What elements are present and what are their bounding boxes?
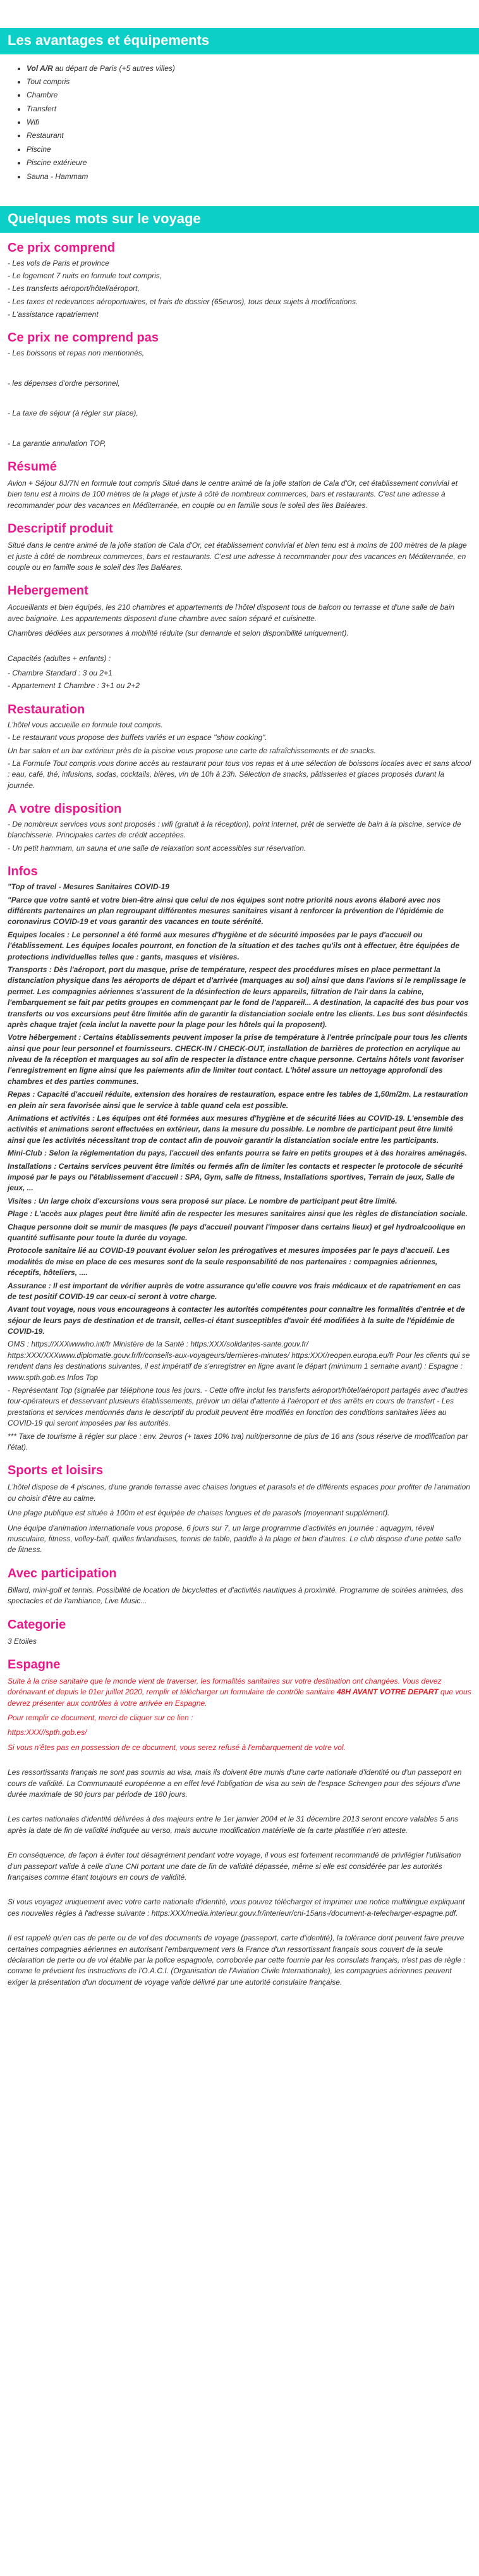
info-item: Visites : Un large choix d'excursions vous sera proposé sur place. Le nombre de participant peut être limité.	[8, 1196, 397, 1205]
info-item: Avant tout voyage, nous vous encourageons à contacter les autorités compétentes pour connaître les formalités d'entrée et de séjour de leurs pays de destination et de transit, celles-ci étant susceptibles d'avoir été modifiées à la suite de l'épidémie de COVID-19.	[8, 1305, 465, 1336]
prix-non-line: - La taxe de séjour (à régler sur place),	[8, 409, 138, 418]
capacity-line: - Chambre Standard : 3 ou 2+1	[8, 668, 112, 677]
hebergement-text: Accueillants et bien équipés, les 210 chambres et appartements de l'hôtel disposent tous de balcon ou terrasse et d'une salle de bain avec baignoire. Les appartements disposent d'une chambre avec salon séparé et cuisinette.	[8, 603, 455, 623]
espagne-link-intro: Pour remplir ce document, merci de cliquer sur ce lien :	[8, 1713, 193, 1723]
prix-non-comprend-title: Ce prix ne comprend pas	[8, 331, 159, 345]
amenity-item: • Transfert	[27, 104, 471, 114]
info-item: Protocole sanitaire lié au COVID-19 pouvant évoluer selon les prérogatives et mesures imposées par le pays d'accueil. Les modalités de mise en place de ces mesures sont de la seule responsabilité de nos partenaires : compagnies aériennes, réceptifs, hôteliers, ....	[8, 1246, 450, 1278]
spacer	[0, 191, 479, 206]
amenity-item: • Chambre	[27, 90, 471, 101]
infos-block	[8, 882, 471, 1453]
amenity-item: • Tout compris	[27, 77, 471, 87]
spacer	[8, 1757, 471, 1763]
prix-comprend-line: - Les transferts aéroport/hôtel/aéroport,	[8, 284, 140, 293]
info-item: Animations et activités : Les équipes ont été formées aux mesures d'hygiène et de sécurité liées au COVID-19. L'ensemble des activités et animations seront effectuées en extérieur, dans la mesure du possible. Le nombre de participant peut être limité ainsi que les activités nécessitant trop de contact afin de pouvoir garantir la distanciation sociale entre les participants.	[8, 1114, 464, 1145]
info-item: Votre hébergement : Certains établissements peuvent imposer la prise de température à l'entrée principale pour tous les clients ainsi que pour leur personnel et fournisseurs. CHECK-IN / CHECK-OUT, installation de barrières de protection en acrylique au niveau de la réception et marquages au sol afin de respecter la distance entre chaque personne. Certains hôtels vont favoriser l'enregistrement en ligne ainsi que les paiements afin de limiter tout contact. L'hôtel assure un nettoyage approfondi des chambres et des parties communes.	[8, 1033, 468, 1086]
capacity-title: Capacités (adultes + enfants) :	[8, 653, 111, 663]
participation-title: Avec participation	[8, 1566, 117, 1581]
hebergement-title: Hebergement	[8, 584, 88, 598]
disposition-title: A votre disposition	[8, 802, 122, 817]
info-item: "Parce que votre santé et votre bien-être ainsi que celui de nos équipes sont notre priorité nous avons élaboré avec nos différents partenaires un plan regroupant différentes mesures sanitaires visant à renforcer la prévention de l'épidémie de coronavirus COVID-19 et vous garantir des vacances en toute sérénité.	[8, 895, 444, 927]
info-item: Plage : L'accès aux plages peut être limité afin de respecter les mesures sanitaires ainsi que les règles de distanciation sociale.	[8, 1209, 468, 1219]
spacer	[8, 421, 471, 436]
espagne-warning-bold: 48H AVANT VOTRE DEPART	[336, 1687, 439, 1697]
advantages-banner: Les avantages et équipements	[0, 28, 479, 54]
resume-text: Avion + Séjour 8J/7N en formule tout compris Situé dans le centre animé de la jolie station de Cala d'Or, cet établissement convivial et bien tenu est à moins de 100 mètres de la plage et juste à côté de nombreux commerces, bars et restaurants. C'est une adresse à recommander pour des vacances en Méditerranée, en couple ou en famille sous le soleil des îles Baléares.	[8, 479, 458, 510]
sports-text-3: Une équipe d'animation internationale vous propose, 6 jours sur 7, un large programme d'activités en journée : aquagym, réveil musculaire, fitness, volley-ball, quilles finlandaises, tennis de table, paddle à la plage et bien d'autres. Le club dispose d'une petite salle de fitness.	[8, 1523, 461, 1555]
spacer	[8, 1887, 471, 1893]
resume-title: Résumé	[8, 460, 57, 474]
descriptif-text: Situé dans le centre animé de la jolie station de Cala d'Or, cet établissement convivial et bien tenu est à moins de 100 mètres de la plage et juste à côté de nombreux commerces, bars et restaurants. C'est une adresse à recommander pour des vacances en Méditerranée, en couple ou en famille sous le soleil des îles Baléares.	[8, 541, 467, 572]
info-item: Chaque personne doit se munir de masques (le pays d'accueil pouvant l'imposer dans certains lieux) et gel hydroalcoolique en quantité suffisante pour toute la durée du voyage.	[8, 1222, 466, 1242]
participation-text: Billard, mini-golf et tennis. Possibilité de location de bicyclettes et d'activités nautiques à proximité. Programme de soirées animées, des spectacles et de l'ambiance, Live Music...	[8, 1585, 464, 1606]
disposition-line: - Un petit hammam, un sauna et une salle de relaxation sont accessibles sur réservation.	[8, 843, 306, 853]
espagne-refusal: Si vous n'êtes pas en possession de ce document, vous serez refusé à l'embarquement de votre vol.	[8, 1742, 346, 1752]
words-banner: Quelques mots sur le voyage	[0, 206, 479, 233]
prix-non-line: - Les boissons et repas non mentionnés,	[8, 348, 145, 358]
spacer	[8, 361, 471, 376]
sports-text: L'hôtel dispose de 4 piscines, d'une grande terrasse avec chaises longues et parasols et de différents espaces pour profiter de l'animation ou choisir d'être au calme.	[8, 1482, 470, 1503]
prix-comprend-line: - L'assistance rapatriement	[8, 310, 99, 319]
spacer	[8, 391, 471, 406]
details-section	[0, 240, 479, 1988]
info-item: Repas : Capacité d'accueil réduite, extension des horaires de restauration, espace entre les tables de 1,50m/2m. La restauration en plein air sera favorisée ainsi que le service à table quand cela est possible.	[8, 1090, 468, 1110]
espagne-title: Espagne	[8, 1657, 61, 1672]
restauration-line: Un bar salon et un bar extérieur près de la piscine vous propose une carte de rafraîchissements et de snacks.	[8, 746, 376, 755]
restauration-line: - La Formule Tout compris vous donne accès au restaurant pour tous vos repas et à une sélection de boissons locales avec et sans alcool : eau, café, thé, infusions, sodas, cocktails, bières, vin de 10h à 23h. Sélection de snacks, pâtisseries et glaces proposés durant la journée.	[8, 758, 471, 790]
hebergement-text-2: Chambres dédiées aux personnes à mobilité réduite (sur demande et selon disponibilité uniquement).	[8, 629, 349, 638]
prix-non-line: - La garantie annulation TOP,	[8, 438, 106, 448]
info-item-tax: *** Taxe de tourisme à régler sur place : env. 2euros (+ taxes 10% tva) nuit/personne de plus de 16 ans (sous réserve de modification par l'état).	[8, 1431, 468, 1451]
spacer	[8, 643, 471, 650]
infos-title: Infos	[8, 865, 38, 879]
amenity-item: • Piscine extérieure	[27, 157, 471, 168]
prix-comprend-line: - Les vols de Paris et province	[8, 258, 109, 268]
disposition-line: - De nombreux services vous sont proposés : wifi (gratuit à la réception), point internet, prêt de serviette de bain à la piscine, service de blanchisserie. Principales cartes de crédit acceptées.	[8, 820, 461, 840]
categorie-text: 3 Etoiles	[8, 1636, 37, 1646]
info-item: "Top of travel - Mesures Sanitaires COVID-19	[8, 882, 169, 892]
sports-text-2: Une plage publique est située à 100m et est équipée de chaises longues et de parasols (moyennant supplément).	[8, 1508, 390, 1518]
restauration-line: - Le restaurant vous propose des buffets variés et un espace "show cooking".	[8, 733, 267, 743]
espagne-paragraph: Si vous voyagez uniquement avec votre carte nationale d'identité, vous pouvez télécharger et imprimer une notice multilingue expliquant ces nouvelles règles à l'adresse suivante : https:XXX/media.interieur.gouv.fr/interieur/cni-15ans-/document-a-telecharger-espagne.pdf.	[8, 1897, 465, 1918]
prix-comprend-title: Ce prix comprend	[8, 240, 116, 255]
page	[0, 28, 479, 1988]
amenity-flight-bold: Vol A/R	[27, 63, 53, 73]
espagne-form-link[interactable]: https:XXX//spth.gob.es/	[8, 1728, 87, 1737]
amenity-item: • Piscine	[27, 144, 471, 155]
spacer	[8, 1840, 471, 1846]
spacer	[8, 1804, 471, 1810]
sports-title: Sports et loisirs	[8, 1464, 104, 1478]
espagne-warning-outro: que vous devrez présenter aux contrôles à votre arrivée en Espagne.	[8, 1687, 471, 1708]
spacer	[8, 1923, 471, 1929]
amenities-section	[0, 63, 479, 183]
prix-comprend-line: - Les taxes et redevances aéroportuaires, et frais de dossier (65euros), tous deux sujets à modifications.	[8, 297, 358, 306]
amenity-flight-rest: au départ de Paris (+5 autres villes)	[52, 63, 175, 73]
prix-non-line: - les dépenses d'ordre personnel,	[8, 378, 120, 388]
info-item: Equipes locales : Le personnel a été formé aux mesures d'hygiène et de sécurité imposées par le pays d'accueil ou l'établissement. Les équipes locales pourront, en fonction de la situation et des taches qu'ils ont à effectuer, être équipées de protections individuelles telles que : gants, masques et visières.	[8, 930, 460, 961]
info-item: Mini-Club : Selon la réglementation du pays, l'accueil des enfants pourra se faire en petits groupes et à des horaires aménagés.	[8, 1149, 468, 1158]
amenity-item: • Wifi	[27, 117, 471, 128]
info-item: Installations : Certains services peuvent être limités ou fermés afin de limiter les contacts et respecter le protocole de sécurité imposé par le pays ou l'établissement d'accueil : SPA, Gym, salle de fitness, Installations sportives, Terrain de jeux, Salle de jeux, ...	[8, 1161, 463, 1193]
prix-comprend-line: - Le logement 7 nuits en formule tout compris,	[8, 271, 162, 280]
amenities-list	[8, 63, 471, 183]
descriptif-title: Descriptif produit	[8, 522, 113, 536]
espagne-paragraph: En conséquence, de façon à éviter tout désagrément pendant votre voyage, il vous est fortement recommandé de privilégier l'utilisation d'un passeport valide à celle d'une CNI portant une date de fin de validité dépassée, même si elle est considérée par les autorités françaises comme étant toujours en cours de validité.	[8, 1851, 461, 1882]
capacity-line: - Appartement 1 Chambre : 3+1 ou 2+2	[8, 681, 140, 691]
espagne-paragraph: Les ressortissants français ne sont pas soumis au visa, mais ils doivent être munis d'une carte nationale d'identité ou d'un passeport en cours de validité. La Communauté européenne a en effet levé l'obligation de visa au sein de l'espace Schengen pour des séjours d'une durée maximale de 90 jours par période de 180 jours.	[8, 1768, 462, 1799]
categorie-title: Categorie	[8, 1617, 66, 1632]
amenity-item: • Restaurant	[27, 130, 471, 141]
info-item-representative: - Représentant Top (signalée par téléphone tous les jours. - Cette offre inclut les transferts aéroport/hôtel/aéroport partagés avec d'autres tour-opérateurs et desservant plusieurs établissements, prévoir un délai d'attente à l'aéroport et des arrêts en cours de transfert - Les prestations et services mentionnés dans le descriptif du produit peuvent être modifiés en fonction des conditions sanitaires liées au COVID-19 qui seront imposées par les autorités.	[8, 1386, 468, 1428]
espagne-warning-intro: Suite à la crise sanitaire que le monde vient de traverser, les formalités sanitaires sur votre destination ont changées. Vous devez dorénavant et depuis le 01er juillet 2020, remplir et télécharger un formulaire de contrôle sanitaire	[8, 1676, 442, 1697]
info-item: Transports : Dès l'aéroport, port du masque, prise de température, respect des procédures mises en place permettant la distanciation physique dans les aéroports de départ et d'arrivée (marquages au sol) ainsi que dans l'avions si le remplissage le permet. Les compagnies aériennes s'assurent de la désinfection de leurs appareils, filtration de l'air dans la cabine, l'embarquement se fait par petits groupes en commençant par le fond de l'appareil... A destination, la capacité des bus pour vos transferts ou vos excursions peut être limitée afin de garantir la distanciation sociale entre les clients. Les bus sont désinfectés après chaque trajet (cela inclut la navette pour la plage pour les hôtels qui la proposent).	[8, 964, 469, 1029]
espagne-paragraph: Les cartes nationales d'identité délivrées à des majeurs entre le 1er janvier 2004 et le 31 décembre 2013 seront encore valables 5 ans après la date de fin de validité indiquée au verso, mais aucune modification matérielle de la carte plastifiée n'en atteste.	[8, 1815, 459, 1835]
restauration-title: Restauration	[8, 702, 85, 717]
amenity-item	[27, 63, 471, 74]
espagne-paragraph: Il est rappelé qu'en cas de perte ou de vol des documents de voyage (passeport, carte d'identité), la tolérance dont peuvent faire preuve certaines compagnies aériennes en autorisant l'embarquement vers la France d'un ressortissant français sous couvert de la seule déclaration de perte ou de vol établie par la police espagnole, corroborée par cette fournie par les consulats français, n'est pas de règle : comme le prévoient les instructions de l'O.A.C.I. (Organisation de l'Aviation Civile Internationale), les compagnies aériennes peuvent exiger la présentation d'un document de voyage valide délivré par une autorité consulaire française.	[8, 1933, 466, 1987]
info-item: Assurance : Il est important de vérifier auprès de votre assurance qu'elle couvre vos frais médicaux et de rapatriement en cas de test positif COVID-19 car ceux-ci seront à votre charge.	[8, 1281, 461, 1301]
espagne-warning	[8, 1676, 471, 1709]
amenity-item: • Sauna - Hammam	[27, 171, 471, 182]
restauration-line: L'hôtel vous accueille en formule tout compris.	[8, 720, 163, 729]
info-item-links: OMS : https://XXXwwwho.int/fr Ministère de la Santé : https:XXX/solidarites-sante.gouv.fr/ https:XXX/XXXwww.diplomatie.gouv.fr/fr/conseils-aux-voyageurs/dernieres-minutes/ https:XXX/reopen.europa.eu/fr Pour les clients qui se rendent dans les destinations suivantes, il est impératif de s'enregistrer en ligne avant le départ (minimum 1 semaine avant) : Espagne : www.spth.gob.es Infos Top	[8, 1340, 470, 1382]
